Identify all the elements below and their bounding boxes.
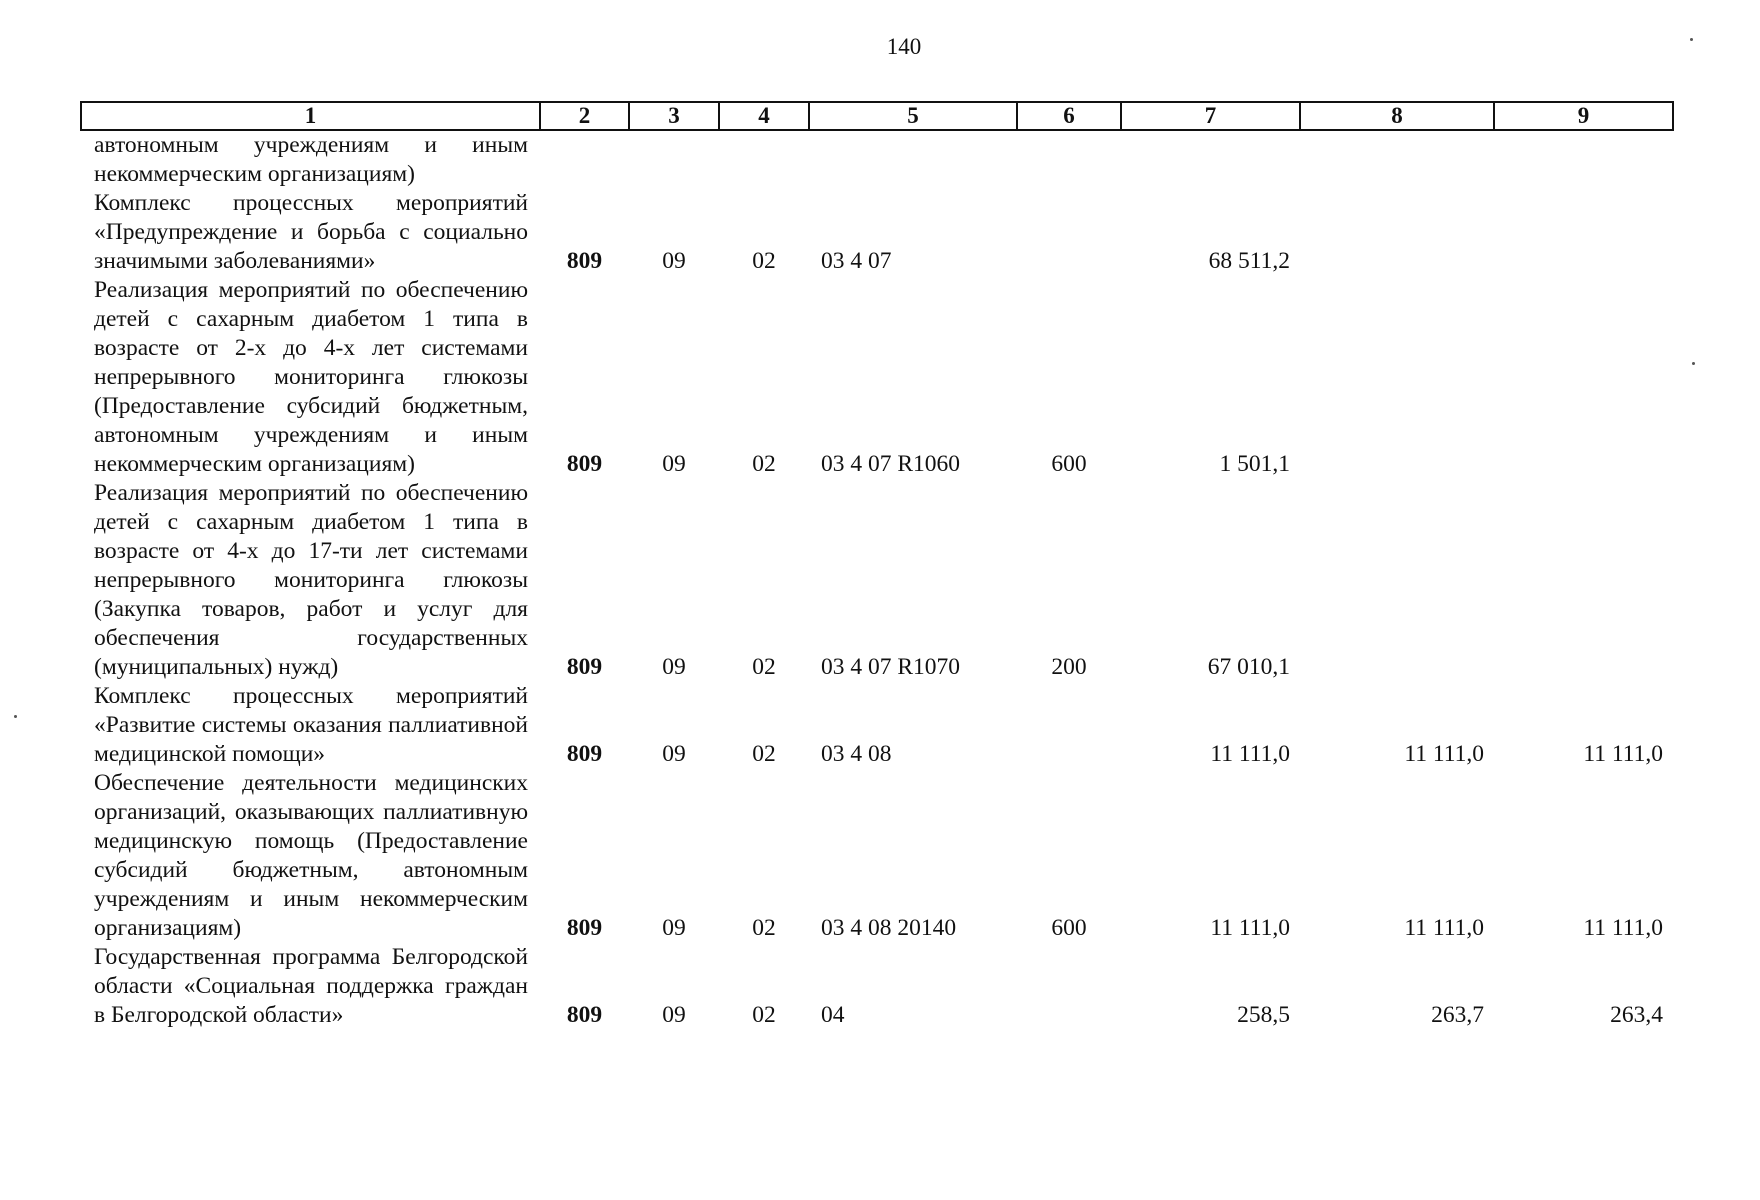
cell-ministry: 809	[566, 451, 603, 477]
table-row	[81, 479, 1673, 682]
cell-amount-3	[1494, 276, 1673, 479]
cell-amount-1: 258,5	[1237, 1002, 1290, 1028]
cell-expense-type	[1017, 943, 1121, 1030]
table-row	[81, 943, 1673, 1030]
cell-amount-2	[1300, 276, 1494, 479]
cell-expense-type: 600	[1051, 915, 1087, 941]
cell-amount-3	[1494, 479, 1673, 682]
row-name: Комплекс процессных мероприятий «Развитие системы оказания паллиативной медицинской помощи»	[94, 683, 528, 767]
cell-subsection: 02	[752, 915, 776, 941]
cell-amount-2: 263,7	[1431, 1002, 1484, 1028]
cell-amount-1: 1 501,1	[1219, 451, 1290, 477]
cell-ministry: 809	[566, 741, 603, 767]
cell-subsection	[719, 130, 809, 189]
cell-target-article: 03 4 07 R1060	[821, 451, 961, 477]
row-name: Реализация мероприятий по обеспечению детей с сахарным диабетом 1 типа в возрасте от 2-х до 4-х лет системами непрерывного мониторинга глюкозы (Предоставление субсидий бюджетным, автономным учреждениям и иным некоммерческим организациям)	[94, 277, 528, 477]
cell-amount-3: 263,4	[1610, 1002, 1663, 1028]
column-header: 6	[1017, 102, 1121, 130]
column-header: 9	[1494, 102, 1673, 130]
cell-subsection: 02	[752, 741, 776, 767]
cell-amount-1: 67 010,1	[1207, 654, 1290, 680]
cell-amount-3	[1494, 189, 1673, 276]
row-name: автономным учреждениям и иным некоммерческим организациям)	[94, 132, 528, 187]
cell-section: 09	[662, 1002, 686, 1028]
column-header: 3	[629, 102, 719, 130]
table-row	[81, 189, 1673, 276]
cell-target-article: 03 4 07 R1070	[821, 654, 961, 680]
cell-amount-2: 11 111,0	[1404, 741, 1484, 767]
cell-subsection: 02	[752, 451, 776, 477]
cell-subsection: 02	[752, 654, 776, 680]
page-number: 140	[886, 34, 922, 59]
cell-amount-1: 11 111,0	[1210, 741, 1290, 767]
cell-target-article: 03 4 08 20140	[821, 915, 957, 941]
column-header: 7	[1121, 102, 1300, 130]
cell-amount-3: 11 111,0	[1583, 741, 1663, 767]
cell-amount-3: 11 111,0	[1583, 915, 1663, 941]
row-name: Обеспечение деятельности медицинских организаций, оказывающих паллиативную медицинскую помощь (Предоставление субсидий бюджетным, автономным учреждениям и иным некоммерческим организациям)	[94, 770, 528, 941]
scan-speck	[14, 715, 17, 718]
table-row	[81, 769, 1673, 943]
cell-amount-2: 11 111,0	[1404, 915, 1484, 941]
cell-amount-1: 68 511,2	[1208, 248, 1290, 274]
cell-section: 09	[662, 741, 686, 767]
scan-speck	[1692, 362, 1695, 365]
cell-target-article: 03 4 07	[821, 248, 892, 274]
scan-speck	[1690, 38, 1693, 41]
cell-target-article: 03 4 08	[821, 741, 892, 767]
cell-amount-2	[1300, 479, 1494, 682]
cell-amount-1	[1121, 130, 1300, 189]
table-row	[81, 682, 1673, 769]
cell-ministry: 809	[566, 654, 603, 680]
column-header: 2	[540, 102, 629, 130]
cell-target-article: 04	[821, 1002, 845, 1028]
cell-expense-type: 600	[1051, 451, 1087, 477]
cell-expense-type	[1017, 189, 1121, 276]
cell-section: 09	[662, 248, 686, 274]
cell-section: 09	[662, 915, 686, 941]
column-header: 8	[1300, 102, 1494, 130]
column-header: 5	[809, 102, 1017, 130]
cell-ministry: 809	[566, 1002, 603, 1028]
row-name: Государственная программа Белгородской области «Социальная поддержка граждан в Белгородской области»	[94, 944, 528, 1028]
table-row	[81, 276, 1673, 479]
cell-section	[629, 130, 719, 189]
cell-ministry: 809	[566, 915, 603, 941]
header-row	[81, 102, 1673, 130]
row-name: Реализация мероприятий по обеспечению детей с сахарным диабетом 1 типа в возрасте от 4-х до 17-ти лет системами непрерывного мониторинга глюкозы (Закупка товаров, работ и услуг для обеспечения государственных (муниципальных) нужд)	[94, 480, 528, 680]
cell-ministry	[540, 130, 629, 189]
cell-expense-type	[1017, 130, 1121, 189]
table-row	[81, 130, 1673, 189]
cell-ministry: 809	[566, 248, 603, 274]
cell-amount-1: 11 111,0	[1210, 915, 1290, 941]
cell-target-article	[809, 130, 1017, 189]
cell-section: 09	[662, 451, 686, 477]
cell-amount-3	[1494, 130, 1673, 189]
cell-amount-2	[1300, 189, 1494, 276]
cell-section: 09	[662, 654, 686, 680]
column-header: 1	[81, 102, 540, 130]
cell-amount-2	[1300, 130, 1494, 189]
cell-expense-type	[1017, 682, 1121, 769]
cell-subsection: 02	[752, 1002, 776, 1028]
cell-expense-type: 200	[1051, 654, 1087, 680]
budget-table	[80, 101, 1674, 1030]
cell-subsection: 02	[752, 248, 776, 274]
row-name: Комплекс процессных мероприятий «Предупреждение и борьба с социально значимыми заболеваниями»	[94, 190, 528, 274]
column-header: 4	[719, 102, 809, 130]
